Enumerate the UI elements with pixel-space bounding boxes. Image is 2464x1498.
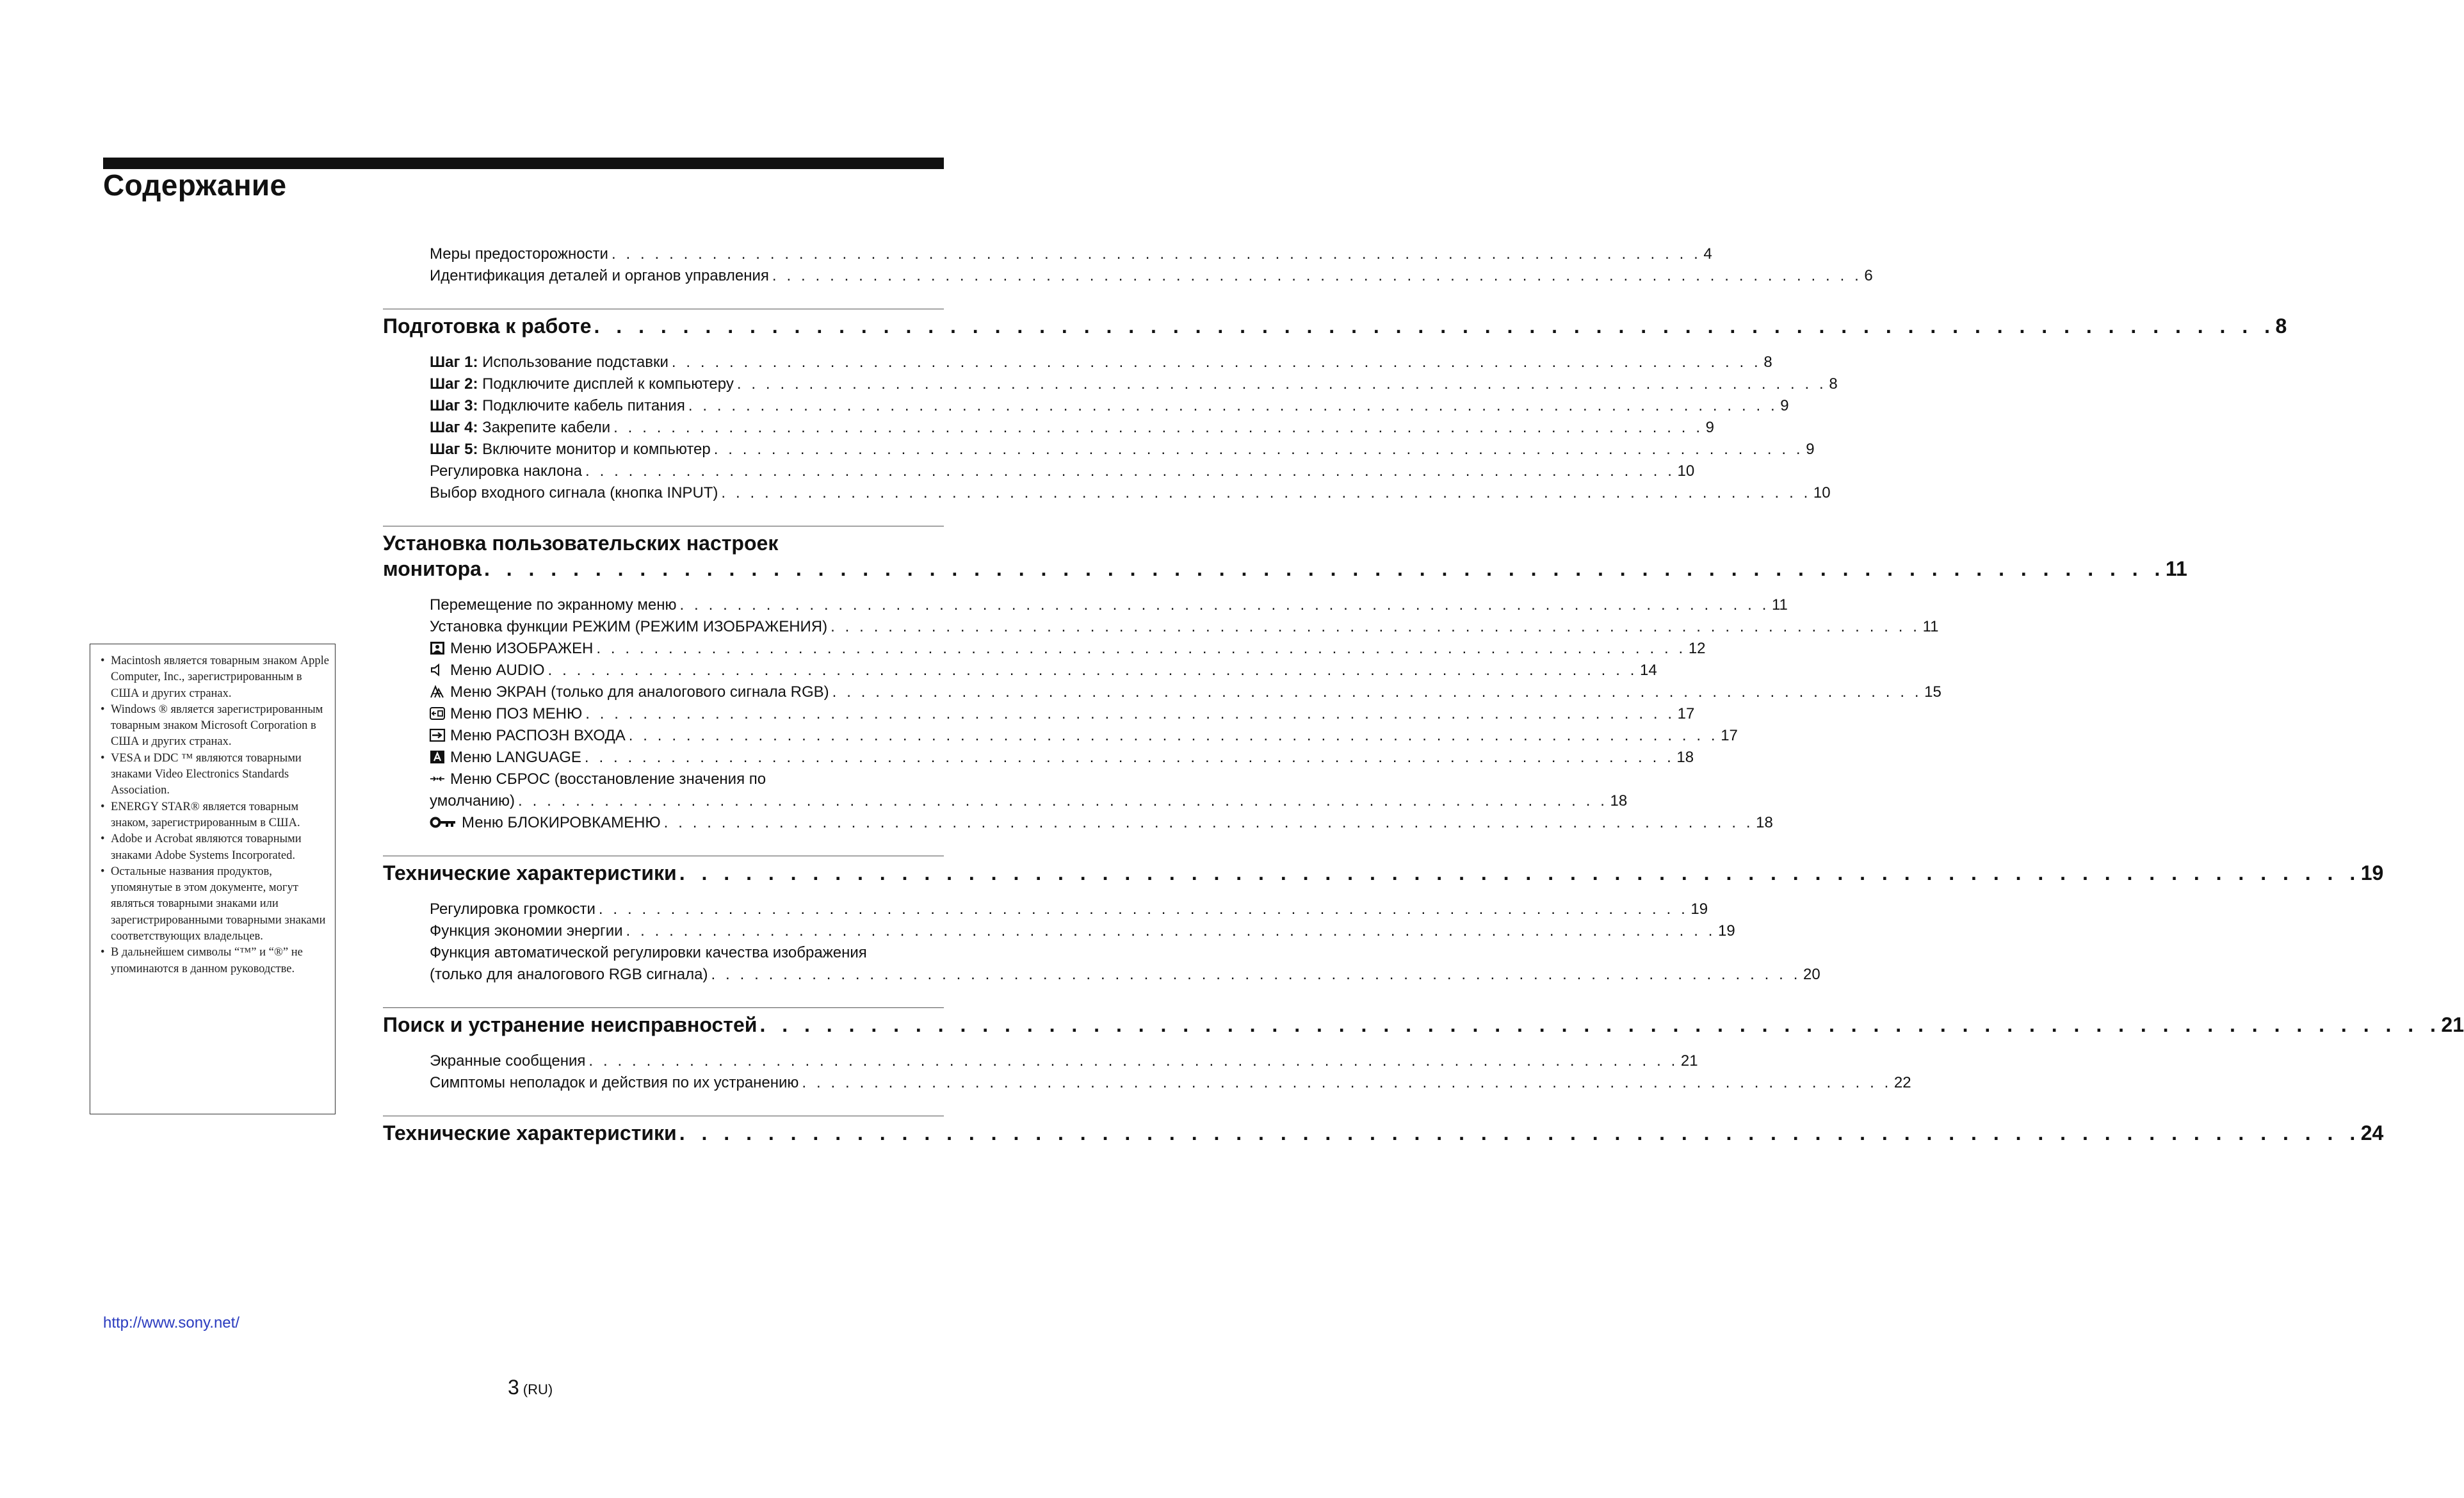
toc-item-continuation[interactable]: умолчанию) . . . . . . . . . . . . . . . . . . . . . . . . . . . . . . . . . . . . . . . . . . . . . . . . . . . . . . . . . . . . . . . . . . . . . . . . . . . . 18 — [430, 792, 1628, 810]
speaker-icon — [430, 663, 445, 677]
toc-item[interactable]: Меню AUDIO . . . . . . . . . . . . . . . . . . . . . . . . . . . . . . . . . . . . . . . . . . . . . . . . . . . . . . . . . . . . . . . . . . . . . . . . . . . . 14 — [430, 660, 944, 681]
input-sensing-icon — [430, 728, 445, 742]
notice-item: • ENERGY STAR® является товарным знаком, зарегистрированным в США. — [99, 799, 330, 832]
notice-item: • В дальнейшем символы “™” и “®” не упоминаются в данном руководстве. — [99, 945, 330, 977]
section-heading[interactable]: Установка пользовательских настроек монитора . . . . . . . . . . . . . . . . . . . . . . . . . . . . . . . . . . . . . . . . . . . . . . . . . . . . . . . . . . . . . . . . . . . . . . . . . . . . 11 — [383, 526, 944, 582]
notice-item: • Macintosh является товарным знаком Apple Computer, Inc., зарегистрированным в США и других странах. — [99, 653, 330, 702]
section-heading[interactable]: Подготовка к работе . . . . . . . . . . . . . . . . . . . . . . . . . . . . . . . . . . . . . . . . . . . . . . . . . . . . . . . . . . . . . . . . . . . . . . . . . . . . 8 — [383, 309, 944, 339]
toc-item[interactable]: Шаг 1: Использование подставки . . . . . . . . . . . . . . . . . . . . . . . . . . . . . . . . . . . . . . . . . . . . . . . . . . . . . . . . . . . . . . . . . . . . . . . . . . . . 8 — [430, 354, 1772, 371]
page-number-value: 3 — [508, 1376, 519, 1399]
section-heading[interactable]: Поиск и устранение неисправностей . . . . . . . . . . . . . . . . . . . . . . . . . . . . . . . . . . . . . . . . . . . . . . . . . . . . . . . . . . . . . . . . . . . . . . . . . . . . 21 — [383, 1007, 944, 1038]
toc-item[interactable]: Симптомы неполадок и действия по их устранению . . . . . . . . . . . . . . . . . . . . . . . . . . . . . . . . . . . . . . . . . . . . . . . . . . . . . . . . . . . . . . . . . . . . . . . . . . . . 22 — [430, 1074, 1911, 1091]
toc-intro — [383, 243, 1873, 287]
notice-item: • Остальные названия продуктов, упомянутые в этом документе, могут являться товарными знаками или зарегистрированными товарными знаками соответствующих владельцев. — [99, 864, 330, 945]
key-icon — [430, 815, 457, 829]
toc-item[interactable]: Функция экономии энергии . . . . . . . . . . . . . . . . . . . . . . . . . . . . . . . . . . . . . . . . . . . . . . . . . . . . . . . . . . . . . . . . . . . . . . . . . . . . 19 — [430, 922, 1735, 940]
table-of-contents — [383, 243, 2464, 1159]
toc-section-user-settings — [383, 526, 2187, 834]
toc-item[interactable]: Идентификация деталей и органов управления . . . . . . . . . . . . . . . . . . . . . . . . . . . . . . . . . . . . . . . . . . . . . . . . . . . . . . . . . . . . . . . . . . . . . . . . . . . . 6 — [430, 267, 1873, 284]
notice-item: • Windows ® является зарегистрированным товарным знаком Microsoft Corporation в США и других странах. — [99, 702, 330, 751]
toc-section-specifications — [383, 1116, 2384, 1146]
toc-item[interactable]: Меню ЭКРАН (только для аналогового сигнала RGB) . . . . . . . . . . . . . . . . . . . . . . . . . . . . . . . . . . . . . . . . . . . . . . . . . . . . . . . . . . . . . . . . . . . . . . . . . . . . 15 — [430, 681, 944, 703]
toc-item[interactable]: Меню ПОЗ МЕНЮ . . . . . . . . . . . . . . . . . . . . . . . . . . . . . . . . . . . . . . . . . . . . . . . . . . . . . . . . . . . . . . . . . . . . . . . . . . . . 17 — [430, 703, 944, 725]
menu-position-icon — [430, 706, 445, 721]
notice-item: • Adobe и Acrobat являются товарными знаками Adobe Systems Incorporated. — [99, 831, 330, 864]
toc-section-troubleshooting — [383, 1007, 2464, 1094]
toc-item[interactable]: Шаг 4: Закрепите кабели . . . . . . . . . . . . . . . . . . . . . . . . . . . . . . . . . . . . . . . . . . . . . . . . . . . . . . . . . . . . . . . . . . . . . . . . . . . . 9 — [430, 419, 1714, 436]
toc-section-preparation — [383, 309, 2287, 504]
page-number — [508, 1376, 553, 1399]
picture-icon — [430, 641, 445, 655]
reset-icon — [430, 772, 445, 786]
toc-item[interactable]: Меню ИЗОБРАЖЕН . . . . . . . . . . . . . . . . . . . . . . . . . . . . . . . . . . . . . . . . . . . . . . . . . . . . . . . . . . . . . . . . . . . . . . . . . . . . 12 — [430, 638, 944, 660]
toc-section-specs-functions — [383, 856, 2384, 986]
toc-item[interactable]: Функция автоматической регулировки качества изображения — [430, 944, 867, 961]
section-heading[interactable]: Технические характеристики . . . . . . . . . . . . . . . . . . . . . . . . . . . . . . . . . . . . . . . . . . . . . . . . . . . . . . . . . . . . . . . . . . . . . . . . . . . . 24 — [383, 1116, 944, 1146]
toc-item[interactable]: Меню LANGUAGE . . . . . . . . . . . . . . . . . . . . . . . . . . . . . . . . . . . . . . . . . . . . . . . . . . . . . . . . . . . . . . . . . . . . . . . . . . . . 18 — [430, 747, 944, 769]
toc-item[interactable]: Регулировка громкости . . . . . . . . . . . . . . . . . . . . . . . . . . . . . . . . . . . . . . . . . . . . . . . . . . . . . . . . . . . . . . . . . . . . . . . . . . . . 19 — [430, 900, 1708, 918]
page-title: Содержание — [103, 168, 287, 202]
screen-adjust-icon — [430, 685, 445, 699]
toc-item[interactable]: Установка функции РЕЖИМ (РЕЖИМ ИЗОБРАЖЕНИЯ) . . . . . . . . . . . . . . . . . . . . . . . . . . . . . . . . . . . . . . . . . . . . . . . . . . . . . . . . . . . . . . . . . . . . . . . . . . . . 11 — [430, 618, 1939, 635]
toc-item[interactable]: Меню РАСПОЗН ВХОДА . . . . . . . . . . . . . . . . . . . . . . . . . . . . . . . . . . . . . . . . . . . . . . . . . . . . . . . . . . . . . . . . . . . . . . . . . . . . 17 — [430, 725, 944, 747]
toc-item[interactable]: Экранные сообщения . . . . . . . . . . . . . . . . . . . . . . . . . . . . . . . . . . . . . . . . . . . . . . . . . . . . . . . . . . . . . . . . . . . . . . . . . . . . 21 — [430, 1052, 1698, 1070]
toc-item[interactable]: Регулировка наклона . . . . . . . . . . . . . . . . . . . . . . . . . . . . . . . . . . . . . . . . . . . . . . . . . . . . . . . . . . . . . . . . . . . . . . . . . . . . 10 — [430, 462, 1695, 480]
section-heading[interactable]: Технические характеристики . . . . . . . . . . . . . . . . . . . . . . . . . . . . . . . . . . . . . . . . . . . . . . . . . . . . . . . . . . . . . . . . . . . . . . . . . . . . 19 — [383, 856, 944, 886]
notice-item: • VESA и DDC ™ являются товарными знаками Video Electronics Standards Association. — [99, 751, 330, 799]
toc-item[interactable]: Меню СБРОС (восстановление значения по — [430, 769, 944, 790]
toc-item[interactable]: Меню БЛОКИРОВКАМЕНЮ . . . . . . . . . . . . . . . . . . . . . . . . . . . . . . . . . . . . . . . . . . . . . . . . . . . . . . . . . . . . . . . . . . . . . . . . . . . . 18 — [430, 812, 944, 834]
toc-item-continuation[interactable]: (только для аналогового RGB сигнала) . . . . . . . . . . . . . . . . . . . . . . . . . . . . . . . . . . . . . . . . . . . . . . . . . . . . . . . . . . . . . . . . . . . . . . . . . . . . 20 — [430, 966, 1820, 983]
sony-website-link[interactable]: http://www.sony.net/ — [103, 1314, 239, 1331]
toc-item[interactable]: Шаг 2: Подключите дисплей к компьютеру . . . . . . . . . . . . . . . . . . . . . . . . . . . . . . . . . . . . . . . . . . . . . . . . . . . . . . . . . . . . . . . . . . . . . . . . . . . . 8 — [430, 375, 1838, 393]
page-language: (RU) — [523, 1381, 553, 1397]
toc-item[interactable]: Шаг 3: Подключите кабель питания . . . . . . . . . . . . . . . . . . . . . . . . . . . . . . . . . . . . . . . . . . . . . . . . . . . . . . . . . . . . . . . . . . . . . . . . . . . . 9 — [430, 397, 1789, 414]
trademark-notice-box — [90, 644, 336, 1114]
toc-item[interactable]: Перемещение по экранному меню . . . . . . . . . . . . . . . . . . . . . . . . . . . . . . . . . . . . . . . . . . . . . . . . . . . . . . . . . . . . . . . . . . . . . . . . . . . . 11 — [430, 596, 1788, 614]
language-icon — [430, 750, 445, 764]
toc-item[interactable]: Шаг 5: Включите монитор и компьютер . . . . . . . . . . . . . . . . . . . . . . . . . . . . . . . . . . . . . . . . . . . . . . . . . . . . . . . . . . . . . . . . . . . . . . . . . . . . 9 — [430, 441, 1815, 458]
toc-item[interactable]: Меры предосторожности . . . . . . . . . . . . . . . . . . . . . . . . . . . . . . . . . . . . . . . . . . . . . . . . . . . . . . . . . . . . . . . . . . . . . . . . . . . . 4 — [430, 245, 1712, 263]
toc-item[interactable]: Выбор входного сигнала (кнопка INPUT) . . . . . . . . . . . . . . . . . . . . . . . . . . . . . . . . . . . . . . . . . . . . . . . . . . . . . . . . . . . . . . . . . . . . . . . . . . . . 10 — [430, 484, 1831, 501]
